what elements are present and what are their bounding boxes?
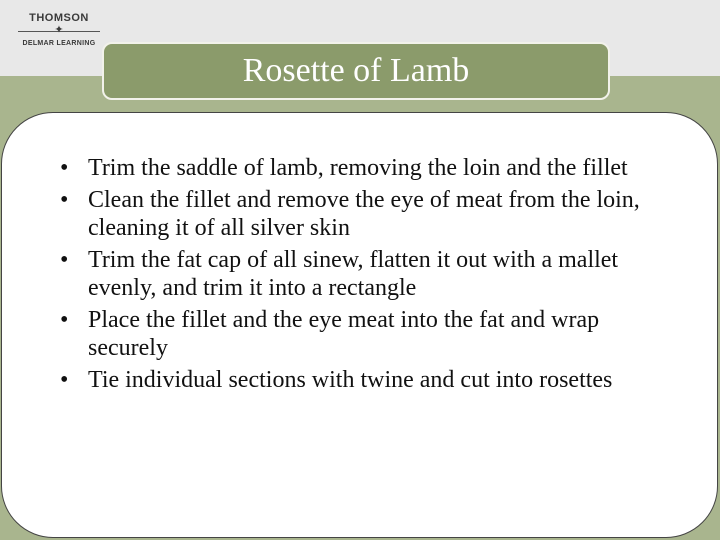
bullet-text: Place the fillet and the eye meat into the fat and wrap securely [88, 307, 600, 361]
bullet-icon: • [60, 155, 69, 181]
bullet-text: Tie individual sections with twine and cut into rosettes [88, 367, 613, 393]
bullet-text: Clean the fillet and remove the eye of meat from the loin, cleaning it of all silver skin [88, 187, 640, 241]
bullet-item [56, 186, 676, 242]
star-icon: ✦ [54, 24, 64, 36]
publisher-logo [14, 10, 110, 50]
bullet-item [56, 306, 676, 362]
bullet-item [56, 154, 676, 182]
bullet-text: Trim the saddle of lamb, removing the loin and the fillet [88, 155, 628, 181]
bullet-list [56, 154, 676, 398]
logo-delmar-text: DELMAR LEARNING [22, 40, 96, 47]
logo-thomson-text: THOMSON [29, 12, 89, 24]
title-banner [102, 42, 610, 100]
bullet-icon: • [60, 367, 69, 393]
bullet-item [56, 366, 676, 394]
bullet-text: Trim the fat cap of all sinew, flatten it out with a mallet evenly, and trim it into a rectangle [88, 247, 619, 301]
bullet-icon: • [60, 247, 69, 273]
bullet-icon: • [60, 307, 69, 333]
bullet-item [56, 246, 676, 302]
slide-title: Rosette of Lamb [242, 52, 470, 89]
bullet-icon: • [60, 187, 69, 213]
